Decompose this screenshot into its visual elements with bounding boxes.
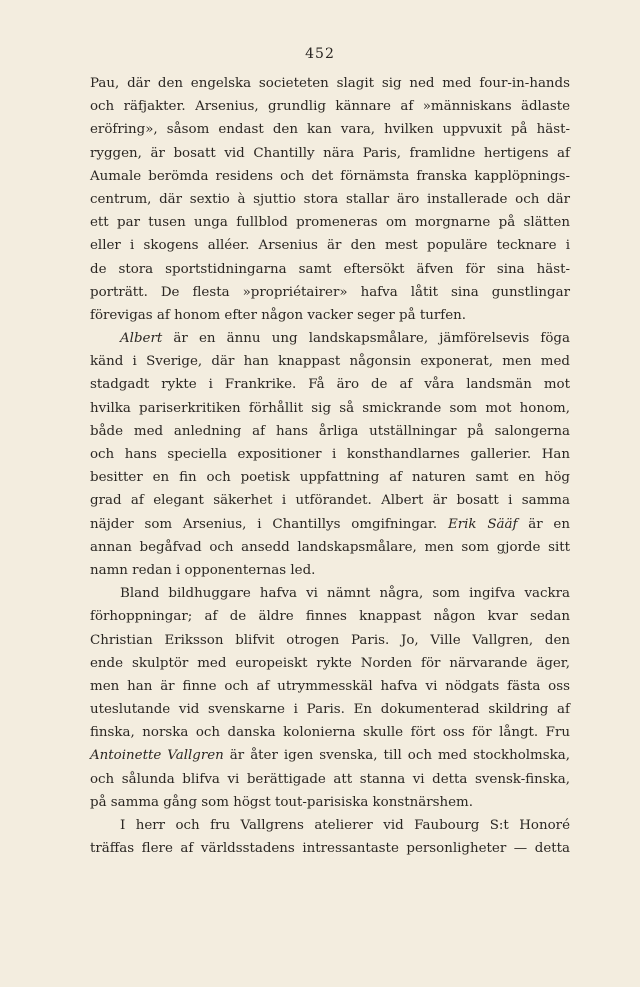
text-line: och hans speciella expositioner i konsthandlarnes gallerier. Han: [90, 447, 570, 462]
paragraph-albert: [90, 327, 570, 582]
page-number: 452: [305, 46, 335, 62]
text-line: uteslutande vid svenskarne i Paris. En dokumenterad skildring af: [90, 702, 570, 718]
paragraph-vallgren-atelier: [90, 814, 570, 860]
text-line: ryggen, är bosatt vid Chantilly nära Paris, framlidne hertigens af: [90, 145, 570, 161]
text-line: hvilka pariserkritiken förhållit sig så smickrande som mot honom,: [90, 400, 570, 416]
text-line: [90, 744, 570, 767]
text-line: Aumale berömda residens och det förnämsta franska kapplöpnings-: [90, 168, 570, 184]
text-line: träffas flere af världsstadens intressantaste personligheter — detta: [90, 841, 570, 857]
text-line: eröfring», såsom endast den kan vara, hvilken uppvuxit på häst-: [90, 122, 570, 138]
text-line: både med anledning af hans årliga utställningar på salongerna: [90, 423, 570, 439]
text-line: annan begåfvad och ansedd landskapsmålare, men som gjorde sitt: [90, 539, 570, 555]
text-line: porträtt. De flesta »propriétairer» hafva låtit sina gunstlingar: [90, 284, 570, 300]
text-line: grad af elegant säkerhet i utförandet. Albert är bosatt i samma: [90, 493, 570, 509]
line-text: är åter igen svenska, till och med stockholmska,: [229, 748, 570, 764]
text-line: känd i Sverige, där han knappast någonsin exponerat, men med: [90, 354, 570, 370]
text-line: finska, norska och danska kolonierna skulle fört oss för långt. Fru: [90, 725, 570, 741]
text-line: Pau, där den engelska societeten slagit sig ned med four-in-hands: [90, 76, 570, 91]
text-line: på samma gång som högst tout-parisiska konstnärshem.: [90, 794, 473, 810]
line-text: är en: [528, 516, 570, 532]
paragraph-arsenius: [90, 72, 570, 327]
artist-name-erik-saaf: Erik Sääf: [447, 516, 518, 532]
text-line: ende skulptör med europeiskt rykte Norden för närvarande äger,: [90, 655, 570, 671]
text-line: namn redan i opponenternas led.: [90, 562, 316, 578]
text-line: [90, 327, 570, 350]
text-line: ett par tusen unga fullblod promeneras om morgnarne på slätten: [90, 215, 570, 231]
artist-name-albert: Albert: [120, 331, 163, 347]
text-line: I herr och fru Vallgrens atelierer vid Faubourg S:t Honoré: [120, 818, 570, 833]
text-line: Christian Eriksson blifvit otrogen Paris. Jo, Ville Vallgren, den: [90, 632, 570, 648]
text-line: och sålunda blifva vi berättigade att stanna vi detta svensk-finska,: [90, 771, 570, 787]
text-line: Bland bildhuggare hafva vi nämnt några, som ingifva vackra: [120, 586, 570, 602]
text-line: förevigas af honom efter någon vacker seger på turfen.: [90, 307, 467, 323]
text-line: och räfjakter. Arsenius, grundlig kännare af »människans ädlaste: [90, 99, 570, 115]
text-line: [90, 513, 570, 536]
text-line: stadgadt rykte i Frankrike. Få äro de af våra landsmän mot: [90, 377, 570, 393]
text-line: förhoppningar; af de äldre finnes knappast någon kvar sedan: [90, 609, 570, 625]
text-line: eller i skogens alléer. Arsenius är den mest populäre tecknare i: [90, 238, 570, 254]
artist-name-antoinette-vallgren: Antoinette Vallgren: [90, 748, 224, 764]
line-text: är en ännu ung landskapsmålare, jämförelsevis föga: [173, 331, 570, 347]
line-text: näjder som Arsenius, i Chantillys omgifningar.: [90, 516, 438, 532]
page-body: [90, 72, 570, 860]
text-line: de stora sportstidningarna samt eftersökt äfven för sina häst-: [90, 261, 570, 277]
text-line: besitter en fin och poetisk uppfattning af naturen samt en hög: [90, 470, 570, 486]
text-line: centrum, där sextio à sjuttio stora stallar äro installerade och där: [90, 191, 570, 207]
text-line: men han är finne och af utrymmesskäl hafva vi nödgats fästa oss: [90, 678, 570, 694]
paragraph-sculptors: [90, 582, 570, 814]
